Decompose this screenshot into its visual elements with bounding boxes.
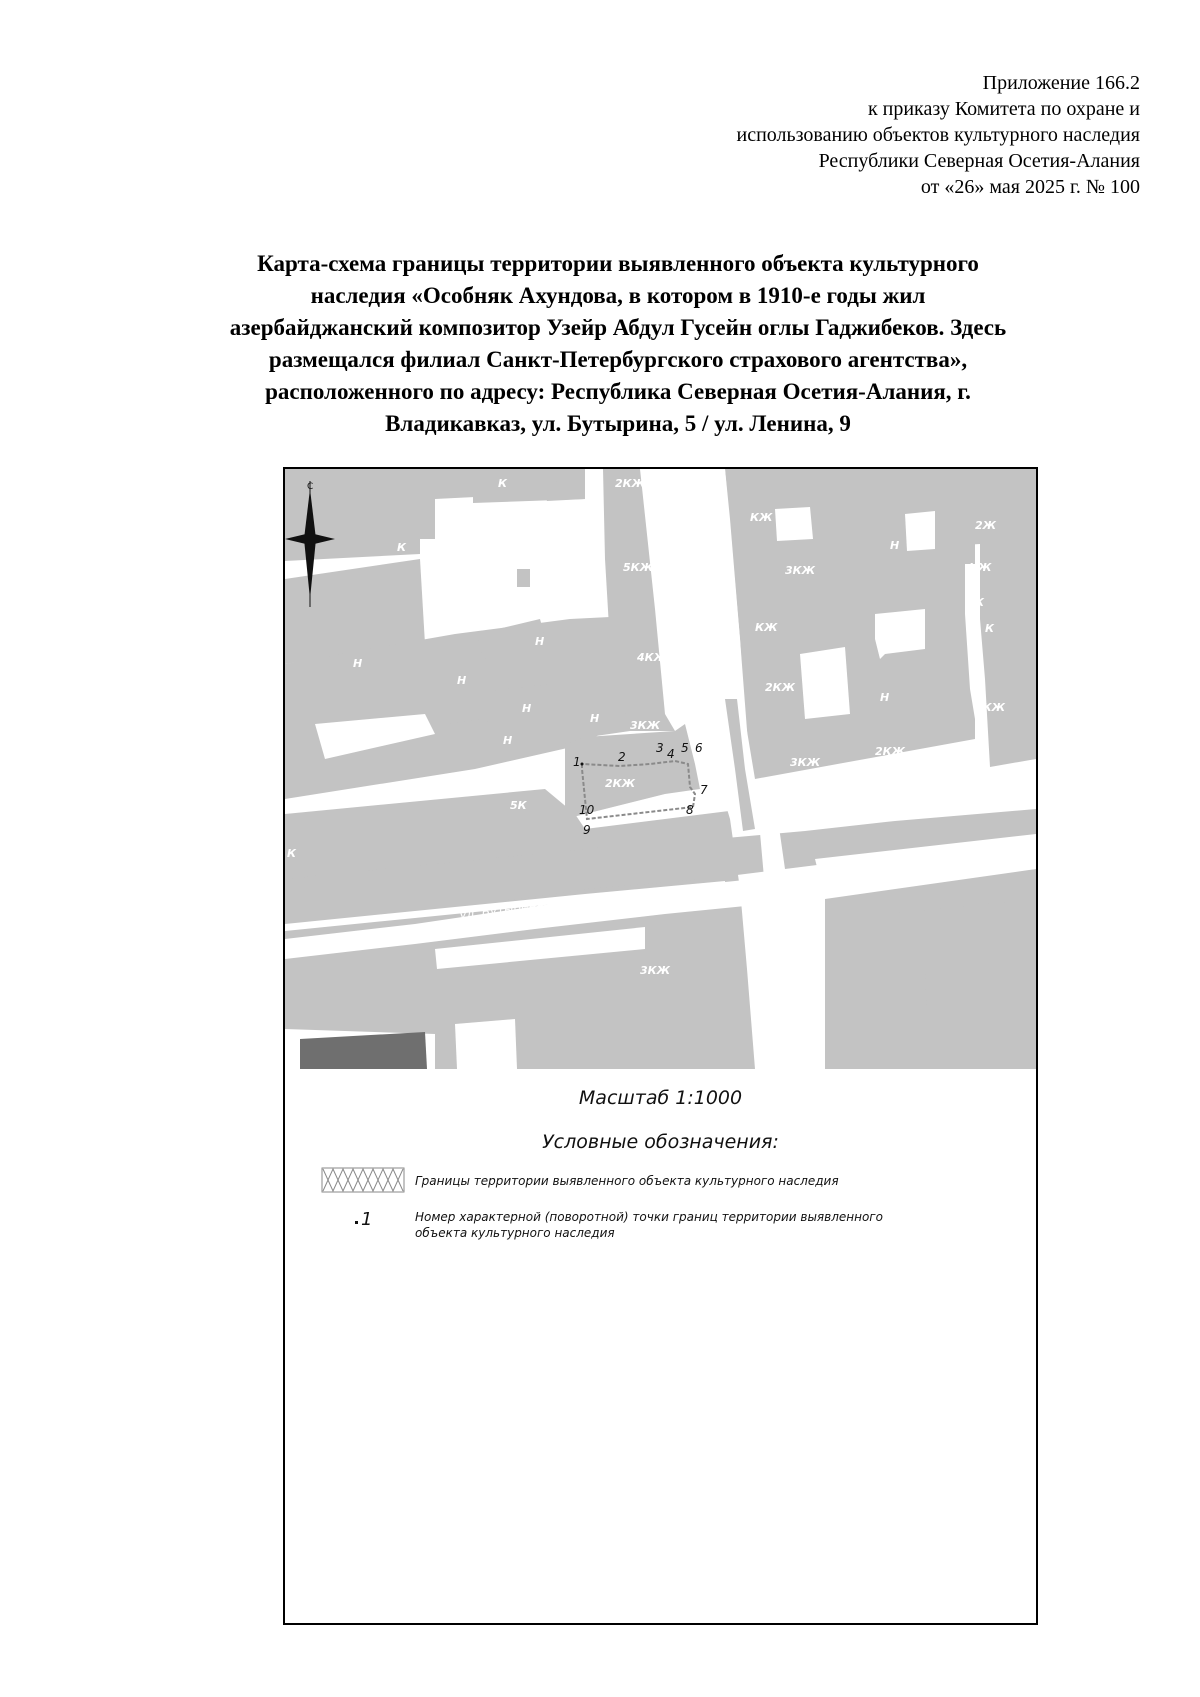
building-label: Н — [535, 635, 545, 648]
building-label: К — [287, 847, 296, 860]
appendix-line: Приложение 166.2 — [982, 72, 1140, 94]
building-label: КЖ — [750, 511, 773, 524]
appendix-header — [440, 70, 1140, 200]
building-label: К — [397, 541, 406, 554]
block-east-court — [775, 507, 813, 541]
appendix-line: Республики Северная Осетия-Алания — [818, 150, 1140, 172]
site-map — [285, 469, 1036, 1069]
title-line: размещался филиал Санкт-Петербургского страхового агентства», — [268, 347, 968, 372]
building-label: 3КЖ — [785, 564, 816, 577]
boundary-point-label: 4 — [667, 747, 675, 761]
building-label: К — [985, 622, 994, 635]
building-label: К — [975, 596, 984, 609]
building-label: Н — [590, 712, 600, 725]
boundary-point-label: 1 — [573, 755, 581, 769]
appendix-line: использованию объектов культурного наследия — [736, 124, 1140, 146]
title-line: наследия «Особняк Ахундова, в котором в 1910-е годы жил — [310, 283, 926, 308]
building-label: 2КЖ — [975, 701, 1006, 714]
block-center-small-c — [517, 569, 530, 587]
building-label: 5КЖ — [623, 561, 654, 574]
appendix-line: от «26» мая 2025 г. № 100 — [920, 176, 1140, 198]
legend-item-point: Номер характерной (поворотной) точки границ территории выявленного объекта культурного наследия — [415, 1210, 883, 1240]
boundary-point-label: 2 — [618, 750, 626, 764]
block-south-east-road — [840, 899, 1036, 1069]
building-label: 2КЖ — [765, 681, 796, 694]
boundary-point-label: 3 — [656, 741, 664, 755]
map-scale: Масштаб 1:1000 — [578, 1087, 743, 1109]
title-line: азербайджанский композитор Узейр Абдул Гусейн оглы Гаджибеков. Здесь — [229, 315, 1007, 340]
building-label: 3КЖ — [630, 719, 661, 732]
building-label: Н — [522, 702, 532, 715]
building-label: 5К — [510, 799, 527, 812]
legend-item-boundary: Границы территории выявленного объекта культурного наследия — [415, 1174, 839, 1188]
map-frame — [283, 467, 1038, 1625]
building-label: Н — [353, 657, 363, 670]
building-label: Н — [530, 577, 540, 590]
street-label: ул. Бутырина — [458, 897, 545, 922]
building-label: К — [498, 477, 507, 490]
boundary-point-label: 7 — [700, 783, 708, 797]
boundary-point-label: 5 — [681, 741, 689, 755]
road-south-se-yard — [885, 974, 927, 1019]
legend-point-dot — [355, 1221, 358, 1224]
title-line: расположенного по адресу: Республика Северная Осетия-Алания, г. — [265, 379, 971, 404]
building-label: Н — [503, 734, 513, 747]
boundary-point-label: 6 — [695, 741, 703, 755]
road-south-yard — [455, 1019, 517, 1069]
building-label: 2КЖ — [615, 477, 646, 490]
boundary-point-label: 10 — [579, 803, 595, 817]
document-title — [150, 248, 1086, 440]
title-line: Владикавказ, ул. Бутырина, 5 / ул. Ленина, 9 — [385, 411, 851, 436]
building-label: 3КЖ — [790, 756, 821, 769]
block-east-court4 — [905, 511, 935, 551]
block-center-small-b — [580, 674, 595, 694]
boundary-point — [581, 763, 584, 766]
building-label: Н — [890, 539, 900, 552]
title-line: Карта-схема границы территории выявленного объекта культурного — [257, 251, 979, 276]
building-label: Н — [457, 674, 467, 687]
building-label: 2Ж — [975, 519, 997, 532]
boundary-legend-symbol — [321, 1167, 405, 1193]
boundary-point-label: 9 — [583, 823, 591, 837]
building-label: Н — [880, 691, 890, 704]
building-label: 4КЖ — [637, 651, 668, 664]
compass-label: С — [307, 482, 314, 492]
boundary-point-label: 8 — [686, 803, 694, 817]
building-label: 2КЖ — [875, 745, 906, 758]
block-east-court2 — [800, 647, 850, 719]
appendix-line: к приказу Комитета по охране и — [867, 98, 1140, 120]
legend-title: Условные обозначения: — [542, 1131, 779, 1153]
legend-point-number: 1 — [361, 1209, 373, 1230]
building-label: 2КЖ — [605, 777, 636, 790]
building-label: КЖ — [755, 621, 778, 634]
building-label: 3КЖ — [640, 964, 671, 977]
building-label: КЖ — [969, 561, 992, 574]
